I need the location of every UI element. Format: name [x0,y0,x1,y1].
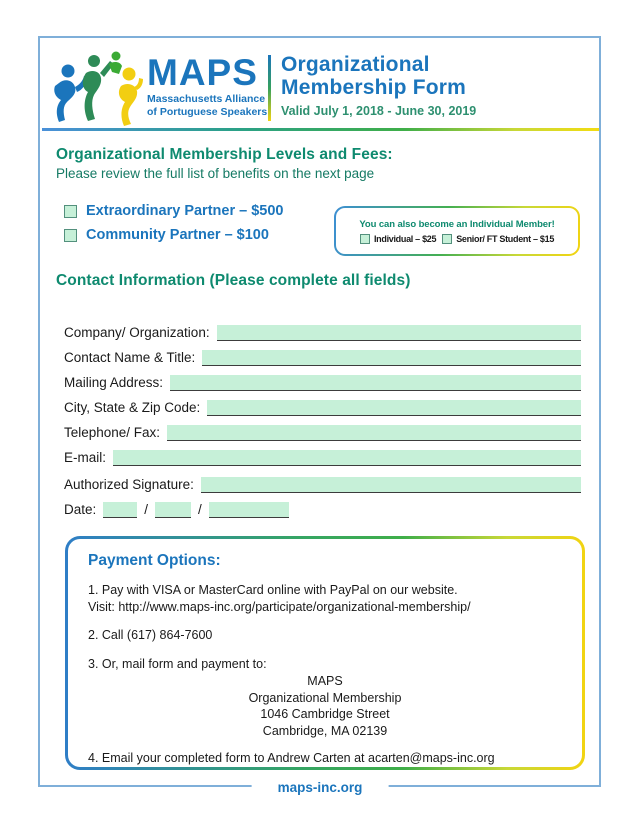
payment-option-1-line1: 1. Pay with VISA or MasterCard online with PayPal on our website. [88,583,458,597]
date-separator-2: / [198,502,202,517]
form-title-line2: Membership Form [281,76,467,99]
telephone-label: Telephone/ Fax: [64,425,161,440]
community-partner-option[interactable] [64,227,269,243]
payment-option-3: 3. Or, mail form and payment to: [88,656,267,671]
extraordinary-partner-checkbox[interactable] [64,205,77,218]
address-line-street: 1046 Cambridge Street [260,707,390,721]
header-vertical-divider [268,55,271,121]
contact-name-input[interactable] [202,350,581,366]
contact-fields [64,316,581,466]
senior-student-label: Senior/ FT Student – $15 [456,233,555,244]
city-state-zip-label: City, State & Zip Code: [64,400,201,415]
payment-option-1-url: Visit: http://www.maps-inc.org/participate/organizational-membership/ [88,599,471,614]
telephone-input[interactable] [167,425,581,441]
individual-checkbox[interactable] [360,234,370,244]
community-partner-checkbox[interactable] [64,229,77,242]
payment-options-box [65,536,585,770]
payment-option-4: 4. Email your completed form to Andrew Carten at acarten@maps-inc.org [88,751,495,765]
signature-label: Authorized Signature: [64,477,194,492]
logo-subtitle-line2: of Portuguese Speakers [147,106,268,118]
mailing-address-input[interactable] [170,375,581,391]
levels-heading: Organizational Membership Levels and Fees: [56,146,393,163]
form-title-line1: Organizational [281,53,430,76]
company-label: Company/ Organization: [64,325,210,340]
senior-student-checkbox[interactable] [442,234,452,244]
form-title-block [281,53,476,118]
field-row-telephone [64,416,581,441]
payment-option-2: 2. Call (617) 864-7600 [88,628,213,642]
logo-text-block [147,52,268,119]
logo-acronym: MAPS [147,52,258,93]
field-row-city-state-zip [64,391,581,416]
individual-option[interactable] [360,234,436,244]
email-label: E-mail: [64,450,107,465]
individual-member-title: You can also become an Individual Member! [359,218,555,230]
contact-heading: Contact Information (Please complete all fields) [56,272,411,289]
date-label: Date: [64,502,97,517]
address-line-city: Cambridge, MA 02139 [262,723,388,738]
levels-subheading: Please review the full list of benefits on the next page [56,166,375,181]
date-month-input[interactable] [103,502,137,518]
date-row [64,501,289,518]
field-row-company [64,316,581,341]
date-separator-1: / [144,502,149,517]
contact-name-label: Contact Name & Title: [64,350,196,365]
senior-student-option[interactable] [442,234,554,244]
header-gradient-rule [42,128,599,131]
field-row-contact-name [64,341,581,366]
footer-website: maps-inc.org [252,780,389,795]
logo-subtitle-line1: Massachusetts Alliance [147,93,266,105]
address-line-dept: Organizational Membership [248,690,402,705]
field-row-mailing-address [64,366,581,391]
payment-heading: Payment Options: [88,552,221,569]
maps-logo-figures-icon [52,50,146,128]
company-input[interactable] [217,325,581,341]
extraordinary-partner-option[interactable] [64,203,283,219]
city-state-zip-input[interactable] [207,400,581,416]
individual-member-box [334,206,580,256]
mailing-payment-address [88,673,562,739]
email-input[interactable] [113,450,581,466]
field-row-email [64,441,581,466]
signature-row [64,476,581,493]
date-year-input[interactable] [209,502,289,518]
community-partner-label: Community Partner – $100 [86,227,269,243]
mailing-address-label: Mailing Address: [64,375,164,390]
address-line-org: MAPS [307,674,343,688]
payment-option-1 [88,582,562,615]
extraordinary-partner-label: Extraordinary Partner – $500 [86,203,284,219]
date-day-input[interactable] [155,502,191,518]
validity-dates: Valid July 1, 2018 - June 30, 2019 [281,104,477,118]
signature-input[interactable] [201,477,581,493]
individual-label: Individual – $25 [373,233,437,244]
